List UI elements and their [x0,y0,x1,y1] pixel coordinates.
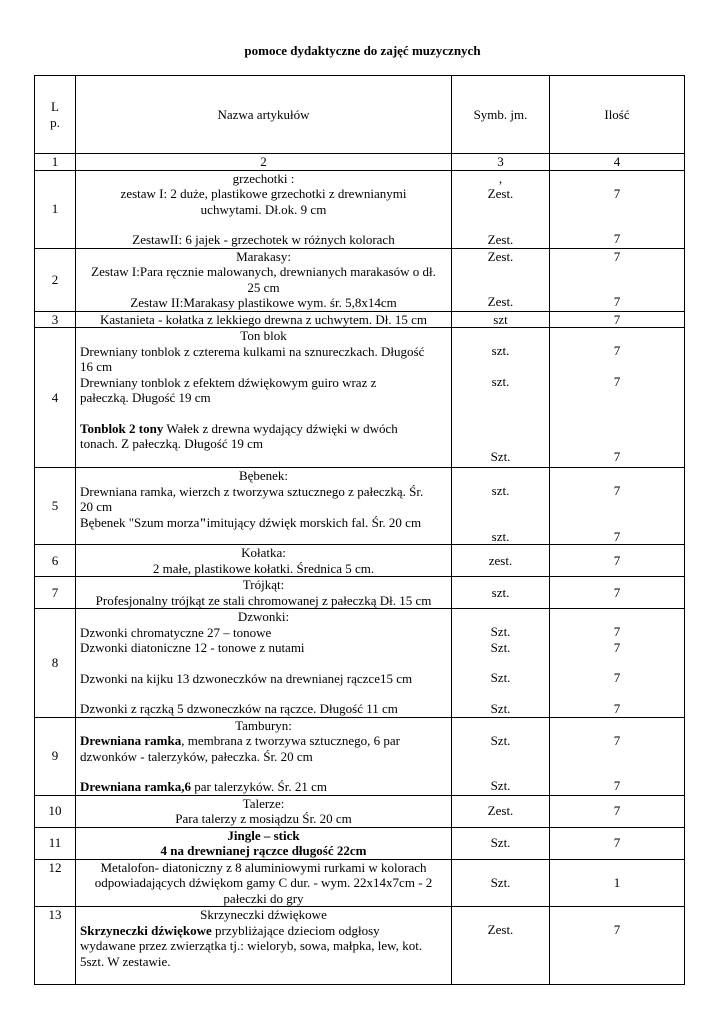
item-quantity: 7 [550,795,685,827]
item-unit: Zest. [452,907,550,985]
page-title: pomoce dydaktyczne do zajęć muzycznych [244,43,481,58]
item-description: Ton blok Drewniany tonblok z czterema kulkami na sznureczkach. Długość 16 cm Drewniany tonblok z efektem dźwiękowym guiro wraz z pałeczką. Długość 19 cm Tonblok 2 tony Wałek z drewna wydający dźwięki w dwóch tonach. Z pałeczką. Długość 19 cm [76,328,452,468]
row-number: 6 [35,545,76,577]
item-unit: Szt. [452,827,550,859]
table-row [35,170,685,248]
item-unit: Szt. Szt. [452,717,550,795]
item-unit: Szt. [452,859,550,907]
item-description: grzechotki : zestaw I: 2 duże, plastikowe grzechotki z drewnianymi uchwytami. Dł.ok. 9 cm ZestawII: 6 jajek - grzechotek w różnych kolorach [76,170,452,248]
column-number: 4 [550,154,685,171]
item-quantity: 7 7 7 [550,328,685,468]
header-name: Nazwa artykułów [76,76,452,154]
table-row [35,609,685,718]
table-row [35,859,685,907]
item-unit: szt. szt. Szt. [452,328,550,468]
item-unit: szt. [452,577,550,609]
item-unit: Zest. Zest. [452,248,550,311]
header-qty: Ilość [550,76,685,154]
item-description: Dzwonki: Dzwonki chromatyczne 27 – tonowe Dzwonki diatoniczne 12 - tonowe z nutami Dzwonki na kijku 13 dzwoneczków na drewnianej rączce15 cm Dzwonki z rączką 5 dzwoneczków na rączce. Długość 11 cm [76,609,452,718]
row-number: 10 [35,795,76,827]
item-quantity: 7 [550,311,685,328]
item-description: Bębenek: Drewniana ramka, wierzch z tworzywa sztucznego z pałeczką. Śr. 20 cm Bębenek "Szum morza"imitujący dźwięk morskich fal. Śr. 20 cm [76,468,452,545]
row-number: 1 [35,170,76,248]
item-description: Trójkąt: Profesjonalny trójkąt ze stali chromowanej z pałeczką Dł. 15 cm [76,577,452,609]
row-number: 9 [35,717,76,795]
item-quantity: 7 7 [550,717,685,795]
row-number: 12 [35,859,76,907]
item-description: Tamburyn: Drewniana ramka, membrana z tworzywa sztucznego, 6 par dzwonków - talerzyków, pałeczka. Śr. 20 cm Drewniana ramka,6 par talerzyków. Śr. 21 cm [76,717,452,795]
row-number: 3 [35,311,76,328]
item-description: Talerze: Para talerzy z mosiądzu Śr. 20 cm [76,795,452,827]
item-quantity: 7 7 [550,170,685,248]
item-description: Kastanieta - kołatka z lekkiego drewna z uchwytem. Dł. 15 cm [76,311,452,328]
item-quantity: 7 7 7 7 [550,609,685,718]
item-description: Metalofon- diatoniczny z 8 aluminiowymi rurkami w kolorach odpowiadających dźwiękom gamy C dur. - wym. 22x14x7cm - 2 pałeczki do gry [76,859,452,907]
item-quantity: 7 [550,907,685,985]
row-number: 13 [35,907,76,985]
item-description: Skrzyneczki dźwiękowe Skrzyneczki dźwiękowe przybliżające dzieciom odgłosy wydawane przez zwierzątka tj.: wieloryb, sowa, małpka, lew, kot. 5szt. W zestawie. [76,907,452,985]
item-unit: zest. [452,545,550,577]
item-quantity: 1 [550,859,685,907]
table-row [35,795,685,827]
header-unit: Symb. jm. [452,76,550,154]
row-number: 8 [35,609,76,718]
header-lp: L p. [35,76,76,154]
table-row [35,907,685,985]
table-row [35,577,685,609]
table-row [35,311,685,328]
table-row [35,827,685,859]
item-quantity: 7 [550,577,685,609]
column-numbers-row [35,154,685,171]
row-number: 7 [35,577,76,609]
row-number: 2 [35,248,76,311]
table-row [35,468,685,545]
item-description: Kołatka: 2 małe, plastikowe kołatki. Średnica 5 cm. [76,545,452,577]
table-row [35,248,685,311]
item-unit: Szt. Szt. Szt. Szt. [452,609,550,718]
header-row [35,76,685,154]
item-unit: szt. szt. [452,468,550,545]
item-quantity: 7 7 [550,248,685,311]
column-number: 3 [452,154,550,171]
table-row [35,328,685,468]
item-quantity: 7 [550,545,685,577]
item-quantity: 7 7 [550,468,685,545]
item-description: Jingle – stick 4 na drewnianej rączce długość 22cm [76,827,452,859]
table-row [35,717,685,795]
item-unit: Zest. [452,795,550,827]
items-table [34,75,685,985]
row-number: 4 [35,328,76,468]
item-unit: szt [452,311,550,328]
row-number: 5 [35,468,76,545]
column-number: 1 [35,154,76,171]
item-description: Marakasy: Zestaw I:Para ręcznie malowanych, drewnianych marakasów o dł. 25 cm Zestaw II:Marakasy plastikowe wym. śr. 5,8x14cm [76,248,452,311]
table-row [35,545,685,577]
item-unit: , Zest. Zest. [452,170,550,248]
column-number: 2 [76,154,452,171]
item-quantity: 7 [550,827,685,859]
row-number: 11 [35,827,76,859]
